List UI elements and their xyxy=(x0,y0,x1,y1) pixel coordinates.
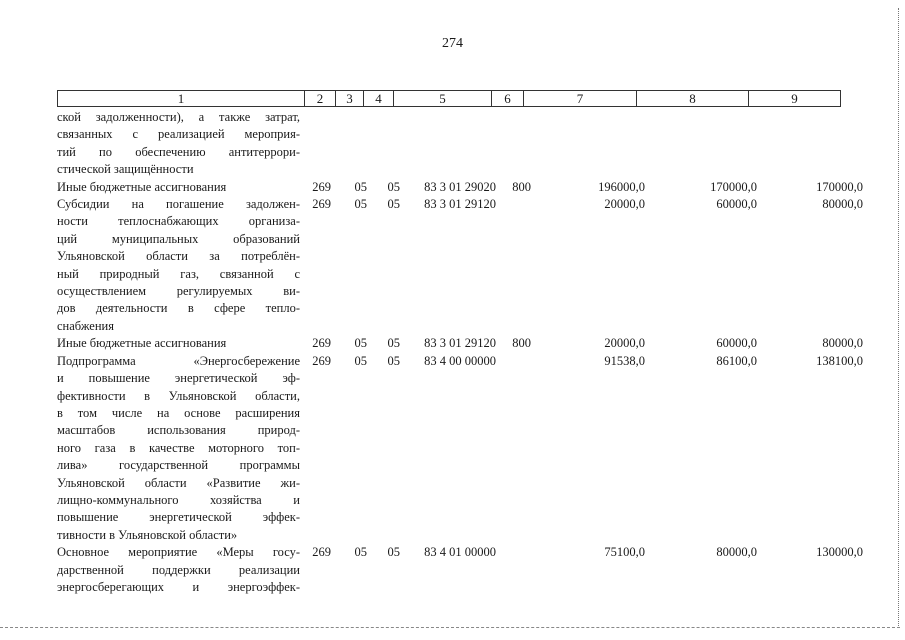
row-description xyxy=(57,109,300,179)
description-line: тивности в Ульяновской области» xyxy=(57,527,238,542)
cell-target-code: 83 4 00 00000 xyxy=(424,353,496,368)
description-line: тий по обеспечению антитеррори- xyxy=(57,144,300,159)
scan-border-bottom xyxy=(0,627,900,628)
header-col-3: 3 xyxy=(335,91,363,106)
header-col-9: 9 xyxy=(748,91,840,106)
table-row xyxy=(57,544,863,596)
table-row xyxy=(57,335,863,352)
table-header-row xyxy=(57,90,841,107)
cell-amount-col8: 60000,0 xyxy=(716,197,757,212)
description-line: стической защищённости xyxy=(57,162,194,177)
cell-admin-code: 269 xyxy=(312,353,331,368)
cell-amount-col9: 80000,0 xyxy=(822,197,863,212)
description-line: ций муниципальных образований xyxy=(57,231,300,246)
table-row xyxy=(57,109,863,179)
cell-amount-col7: 75100,0 xyxy=(604,545,645,560)
description-line: лищно-коммунального хозяйства и xyxy=(57,492,300,507)
description-line: энергосберегающих и энергоэффек- xyxy=(57,579,300,594)
description-line: ного газа в качестве моторного топ- xyxy=(57,440,300,455)
header-col-8: 8 xyxy=(636,91,748,106)
cell-amount-col7: 91538,0 xyxy=(604,353,645,368)
cell-section: 05 xyxy=(354,353,367,368)
description-line: ный природный газ, связанной с xyxy=(57,266,300,281)
description-line: ской задолженности), а также затрат, xyxy=(57,110,300,124)
cell-amount-col8: 60000,0 xyxy=(716,336,757,351)
description-line: повышение энергетической эффек- xyxy=(57,510,300,525)
cell-amount-col8: 86100,0 xyxy=(716,353,757,368)
description-line: Иные бюджетные ассигнования xyxy=(57,336,227,351)
scan-border-right xyxy=(898,8,899,626)
description-line: Иные бюджетные ассигнования xyxy=(57,179,227,194)
cell-subsection: 05 xyxy=(387,197,400,212)
cell-subsection: 05 xyxy=(387,545,400,560)
cell-target-code: 83 4 01 00000 xyxy=(424,545,496,560)
header-col-5: 5 xyxy=(393,91,491,106)
description-line: Ульяновской области за потреблён- xyxy=(57,249,300,264)
table-body xyxy=(57,109,863,596)
cell-amount-col9: 80000,0 xyxy=(822,336,863,351)
cell-amount-col9: 138100,0 xyxy=(816,353,863,368)
cell-subsection: 05 xyxy=(387,353,400,368)
cell-section: 05 xyxy=(354,545,367,560)
description-line: Подпрограмма «Энергосбережение xyxy=(57,353,300,368)
cell-target-code: 83 3 01 29120 xyxy=(424,197,496,212)
page-number: 274 xyxy=(442,36,463,51)
description-line: Субсидии на погашение задолжен- xyxy=(57,197,300,212)
cell-expense-type: 800 xyxy=(512,336,531,351)
cell-amount-col7: 196000,0 xyxy=(598,179,645,194)
cell-section: 05 xyxy=(354,197,367,212)
cell-amount-col9: 170000,0 xyxy=(816,179,863,194)
cell-amount-col8: 170000,0 xyxy=(710,179,757,194)
row-description xyxy=(57,353,300,544)
table-row xyxy=(57,179,863,196)
description-line: снабжения xyxy=(57,318,114,333)
description-line: связанных с реализацией мероприя- xyxy=(57,127,300,142)
row-description xyxy=(57,179,300,196)
description-line: лива» государственной программы xyxy=(57,458,300,473)
description-line: дарственной поддержки реализации xyxy=(57,562,300,577)
header-col-2: 2 xyxy=(304,91,335,106)
cell-target-code: 83 3 01 29120 xyxy=(424,336,496,351)
header-col-1: 1 xyxy=(177,91,185,106)
cell-admin-code: 269 xyxy=(312,197,331,212)
table-row xyxy=(57,353,863,544)
description-line: масштабов использования природ- xyxy=(57,423,300,438)
cell-section: 05 xyxy=(354,179,367,194)
description-line: и повышение энергетической эф- xyxy=(57,371,300,386)
cell-admin-code: 269 xyxy=(312,336,331,351)
description-line: ности теплоснабжающих организа- xyxy=(57,214,300,229)
cell-target-code: 83 3 01 29020 xyxy=(424,179,496,194)
description-line: осуществлением регулируемых ви- xyxy=(57,284,300,299)
header-col-6: 6 xyxy=(491,91,523,106)
row-description xyxy=(57,544,300,596)
cell-amount-col9: 130000,0 xyxy=(816,545,863,560)
cell-section: 05 xyxy=(354,336,367,351)
cell-admin-code: 269 xyxy=(312,179,331,194)
cell-amount-col8: 80000,0 xyxy=(716,545,757,560)
row-description xyxy=(57,196,300,335)
cell-expense-type: 800 xyxy=(512,179,531,194)
cell-amount-col7: 20000,0 xyxy=(604,197,645,212)
description-line: Основное мероприятие «Меры госу- xyxy=(57,545,300,560)
header-col-4: 4 xyxy=(363,91,393,106)
cell-admin-code: 269 xyxy=(312,545,331,560)
description-line: Ульяновской области «Развитие жи- xyxy=(57,475,300,490)
cell-subsection: 05 xyxy=(387,179,400,194)
description-line: дов деятельности в сфере тепло- xyxy=(57,301,300,316)
header-col-7: 7 xyxy=(523,91,636,106)
description-line: фективности в Ульяновской области, xyxy=(57,388,300,403)
table-row xyxy=(57,196,863,335)
description-line: в том числе на основе расширения xyxy=(57,405,300,420)
cell-amount-col7: 20000,0 xyxy=(604,336,645,351)
row-description xyxy=(57,335,300,352)
cell-subsection: 05 xyxy=(387,336,400,351)
